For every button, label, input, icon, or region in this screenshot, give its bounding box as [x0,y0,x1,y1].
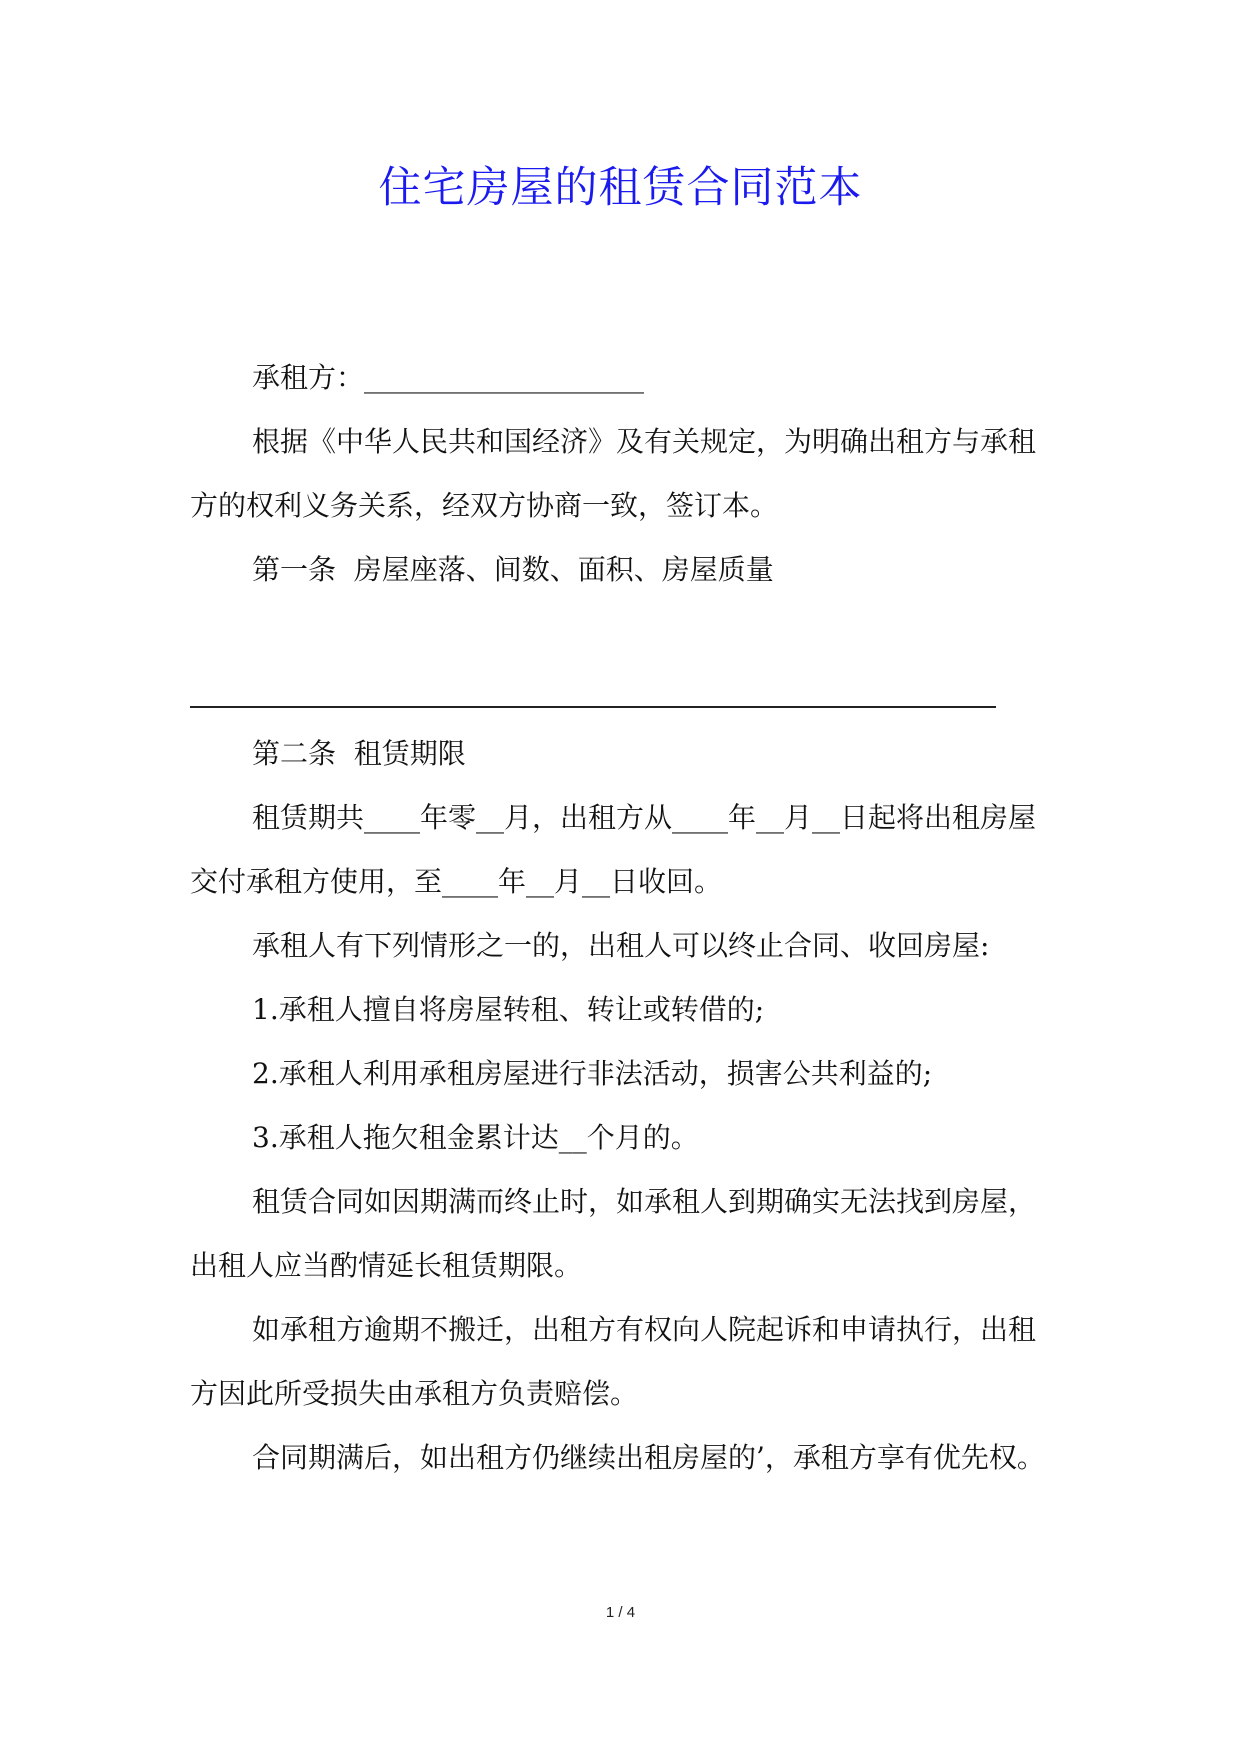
paragraph-expiry-extension: 租赁合同如因期满而终止时，如承租人到期确实无法找到房屋，出租人应当酌情延长租赁期限。 [190,1185,1037,1282]
paragraph-priority-right: 合同期满后，如出租方仍继续出租房屋的’，承租方享有优先权。 [252,1441,1045,1474]
fill-in-line [190,706,996,708]
paragraph-lease-term: 租赁期共____年零__月，出租方从____年__月__日起将出租房屋交付承租方使用，至____年__月__日收回。 [190,801,1037,898]
paragraph-tenant: 承租方：____________________ [252,361,645,394]
list-item-3: 3.承租人拖欠租金累计达__个月的。 [252,1121,699,1154]
list-item-1: 1.承租人擅自将房屋转租、转让或转借的; [252,993,765,1026]
paragraph-overdue-move: 如承租方逾期不搬迁，出租方有权向人院起诉和申请执行，出租方因此所受损失由承租方负责赔偿。 [190,1313,1037,1410]
body-section-bottom [190,722,1050,1490]
list-item-2: 2.承租人利用承租房屋进行非法活动，损害公共利益的; [252,1057,933,1090]
body-section-top [190,346,1050,602]
paragraph-termination-intro: 承租人有下列情形之一的，出租人可以终止合同、收回房屋: [252,929,990,962]
document-title: 住宅房屋的租赁合同范本 [378,163,863,213]
page-indicator: 1 / 4 [605,1604,636,1621]
paragraph-preamble: 根据《中华人民共和国经济》及有关规定，为明确出租方与承租方的权利义务关系，经双方协商一致，签订本。 [190,425,1037,522]
article-2-heading: 第二条 租赁期限 [252,737,466,770]
article-1-heading: 第一条 房屋座落、间数、面积、房屋质量 [252,553,774,586]
